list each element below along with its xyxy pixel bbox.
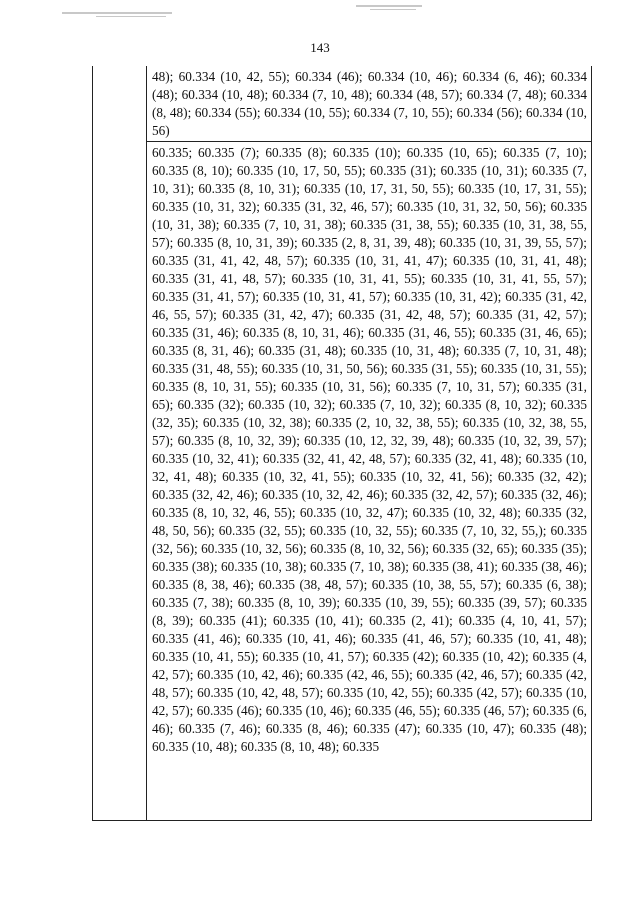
scan-artifact-right xyxy=(356,5,422,7)
table-cell-row1: 48); 60.334 (10, 42, 55); 60.334 (46); 60.334 (10, 46); 60.334 (6, 46); 60.334 (48); 60.334 (10, 48); 60.334 (7, 10, 48); 60.334 (48, 57); 60.334 (7, 48); 60.334 (8, 48); 60.334 (55); 60.334 (10, 55); 60.334 (7, 10, 55); 60.334 (56); 60.334 (10, 56) xyxy=(152,69,587,138)
table-left-column xyxy=(93,66,147,820)
code-table xyxy=(92,66,592,821)
scan-artifact-right-faint xyxy=(370,9,416,10)
table-cell-row2: 60.335; 60.335 (7); 60.335 (8); 60.335 (10); 60.335 (10, 65); 60.335 (7, 10); 60.335 (8, 10); 60.335 (10, 17, 50, 55); 60.335 (31); 60.335 (10, 31); 60.335 (7, 10, 31); 60.335 (8, 10, 31); 60.335 (10, 17, 31, 50, 55); 60.335 (10, 17, 31, 55); 60.335 (10, 31, 32); 60.335 (31, 32, 46, 57); 60.335 (10, 31, 32, 50, 56); 60.335 (10, 31, 38); 60.335 (7, 10, 31, 38); 60.335 (31, 38, 55); 60.335 (10, 31, 38, 55, 57); 60.335 (8, 10, 31, 39); 60.335 (2, 8, 31, 39, 48); 60.335 (10, 31, 39, 55, 57); 60.335 (31, 41, 42, 48, 57); 60.335 (10, 31, 41, 47); 60.335 (10, 31, 41, 48); 60.335 (31, 41, 48, 57); 60.335 (10, 31, 41, 55); 60.335 (10, 31, 41, 55, 57); 60.335 (31, 41, 57); 60.335 (10, 31, 41, 57); 60.335 (10, 31, 42); 60.335 (31, 42, 46, 55, 57); 60.335 (31, 42, 47); 60.335 (31, 42, 48, 57); 60.335 (31, 42, 57); 60.335 (31, 46); 60.335 (8, 10, 31, 46); 60.335 (31, 46, 55); 60.335 (31, 46, 65); 60.335 (8, 31, 46); 60.335 (31, 48); 60.335 (10, 31, 48); 60.335 (7, 10, 31, 48); 60.335 (31, 48, 55); 60.335 (10, 31, 50, 56); 60.335 (31, 55); 60.335 (10, 31, 55); 60.335 (8, 10, 31, 55); 60.335 (10, 31, 56); 60.335 (7, 10, 31, 57); 60.335 (31, 65); 60.335 (32); 60.335 (10, 32); 60.335 (7, 10, 32); 60.335 (8, 10, 32); 60.335 (32, 35); 60.335 (10, 32, 38); 60.335 (2, 10, 32, 38, 55); 60.335 (10, 32, 38, 55, 57); 60.335 (8, 10, 32, 39); 60.335 (10, 12, 32, 39, 48); 60.335 (10, 32, 39, 57); 60.335 (10, 32, 41); 60.335 (32, 41, 42, 48, 57); 60.335 (32, 41, 48); 60.335 (10, 32, 41, 48); 60.335 (10, 32, 41, 55); 60.335 (10, 32, 41, 56); 60.335 (32, 42); 60.335 (32, 42, 46); 60.335 (10, 32, 42, 46); 60.335 (32, 42, 57); 60.335 (32, 46); 60.335 (8, 10, 32, 46, 55); 60.335 (10, 32, 47); 60.335 (10, 32, 48); 60.335 (32, 48, 50, 56); 60.335 (32, 55); 60.335 (10, 32, 55); 60.335 (7, 10, 32, 55,); 60.335 (32, 56); 60.335 (10, 32, 56); 60.335 (8, 10, 32, 56); 60.335 (32, 65); 60.335 (35); 60.335 (38); 60.335 (10, 38); 60.335 (7, 10, 38); 60.335 (38, 41); 60.335 (38, 46); 60.335 (8, 38, 46); 60.335 (38, 48, 57); 60.335 (10, 38, 55, 57); 60.335 (6, 38); 60.335 (7, 38); 60.335 (8, 10, 39); 60.335 (10, 39, 55); 60.335 (39, 57); 60.335 (8, 39); 60.335 (41); 60.335 (10, 41); 60.335 (2, 41); 60.335 (4, 10, 41, 57); 60.335 (41, 46); 60.335 (10, 41, 46); 60.335 (41, 46, 57); 60.335 (10, 41, 48); 60.335 (10, 41, 55); 60.335 (10, 41, 57); 60.335 (42); 60.335 (10, 42); 60.335 (4, 42, 57); 60.335 (10, 42, 46); 60.335 (42, 46, 55); 60.335 (42, 46, 57); 60.335 (42, 48, 57); 60.335 (10, 42, 48, 57); 60.335 (10, 42, 55); 60.335 (42, 57); 60.335 (10, 42, 57); 60.335 (46); 60.335 (10, 46); 60.335 (46, 55); 60.335 (46, 57); 60.335 (6, 46); 60.335 (7, 46); 60.335 (8, 46); 60.335 (47); 60.335 (10, 47); 60.335 (48); 60.335 (10, 48); 60.335 (8, 10, 48); 60.335 xyxy=(147,141,591,820)
page-number: 143 xyxy=(310,40,330,55)
scan-artifact-left-faint xyxy=(96,16,166,17)
scan-artifact-left xyxy=(62,12,172,14)
